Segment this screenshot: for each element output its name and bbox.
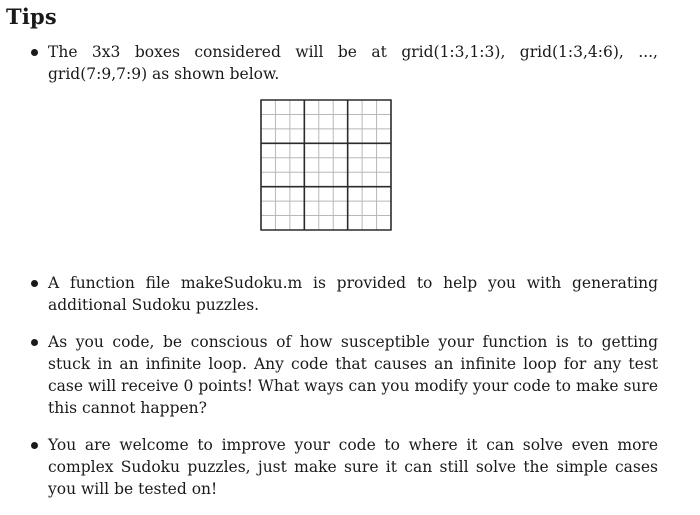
bullet-icon — [31, 49, 38, 56]
tip-item — [48, 41, 658, 85]
bullet-icon — [31, 280, 38, 287]
tip-item — [48, 434, 658, 500]
tip-text: As you code, be conscious of how susceptible your function is to getting stuck in an infinite loop. Any code that causes an infinite loop for any test case will receive 0 points! What ways can you modify your code to make sure this cannot happen? — [48, 333, 658, 417]
sudoku-grid-figure — [260, 99, 392, 231]
tip-text: You are welcome to improve your code to where it can solve even more complex Sudoku puzzles, just make sure it can still solve the simple cases you will be tested on! — [48, 436, 658, 498]
sudoku-grid — [260, 99, 392, 231]
tip-text: A function file makeSudoku.m is provided to help you with generating additional Sudoku puzzles. — [48, 274, 658, 314]
tip-item — [48, 331, 658, 419]
tip-item — [48, 272, 658, 316]
tip-text: The 3x3 boxes considered will be at grid(1:3,1:3), grid(1:3,4:6), ..., grid(7:9,7:9) as shown below. — [48, 43, 658, 83]
bullet-icon — [31, 339, 38, 346]
section-heading: Tips — [6, 4, 57, 29]
bullet-icon — [31, 442, 38, 449]
